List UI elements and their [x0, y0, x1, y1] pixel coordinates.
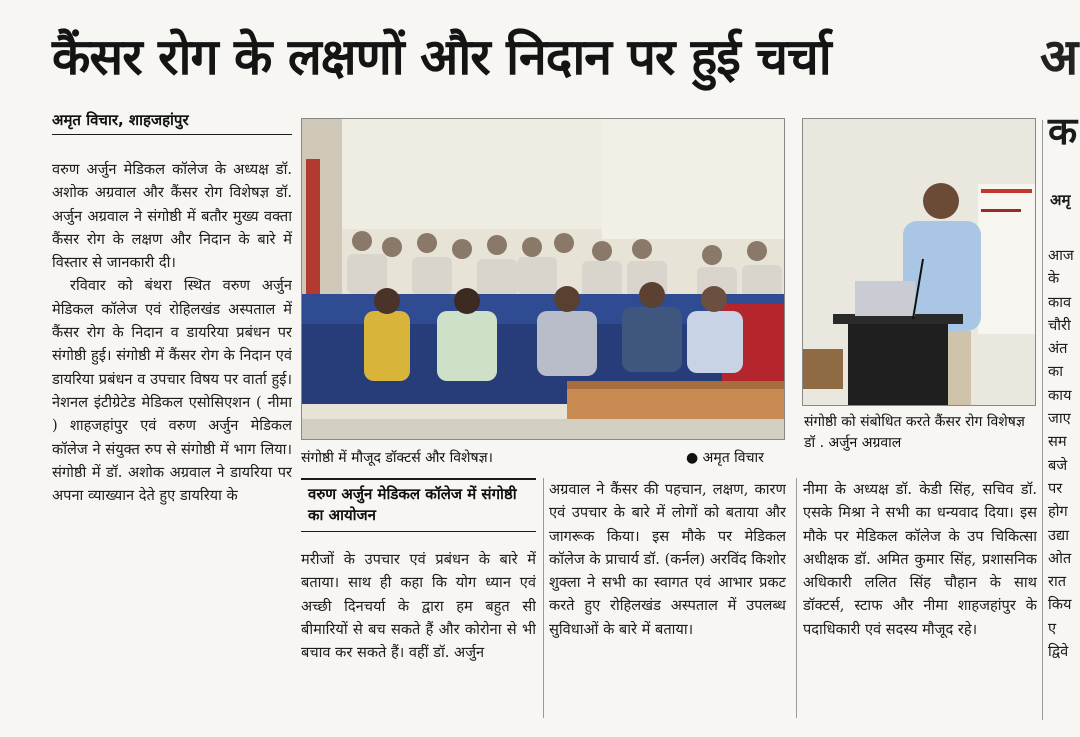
- article-column-1: [52, 158, 292, 718]
- fragment-line: काव: [1048, 293, 1072, 311]
- paragraph-intro: वरुण अर्जुन मेडिकल कॉलेज के अध्यक्ष डॉ. अशोक अग्रवाल और कैंसर रोग विशेषज्ञ डॉ. अर्जुन अग्रवाल ने संगोष्ठी में बतौर मुख्य वक्ता कैंसर रोग के लक्षण और निदान के बारे में विस्तार से जानकारी दी।: [52, 161, 292, 272]
- audience-illustration: [302, 119, 784, 439]
- fragment-line: ए: [1048, 619, 1057, 637]
- byline-rule: [52, 134, 292, 135]
- photo-caption-speaker: संगोष्ठी को संबोधित करते कैंसर रोग विशेषज्ञ डॉ . अर्जुन अग्रवाल: [804, 414, 1025, 451]
- fragment-line: बजे: [1048, 456, 1068, 474]
- subheading-top-rule: [301, 478, 536, 480]
- photo-credit: ● अमृत विचार: [686, 450, 764, 466]
- fragment-line: काय: [1048, 386, 1072, 404]
- fragment-line: का: [1048, 363, 1063, 381]
- speaker-photo: [802, 118, 1036, 406]
- fragment-line: जाए: [1048, 410, 1071, 428]
- fragment-line: होग: [1048, 503, 1068, 521]
- fragment-line: के: [1048, 270, 1060, 288]
- fragment-line: द्विवे: [1048, 643, 1069, 661]
- next-article-text-fragment: [1048, 244, 1080, 720]
- column-divider: [543, 478, 544, 718]
- next-article-byline-fragment: अमृ: [1050, 191, 1071, 209]
- speaker-illustration: [803, 119, 1035, 405]
- column-divider: [796, 478, 797, 718]
- fragment-line: किय: [1048, 596, 1072, 614]
- fragment-line: ओत: [1048, 549, 1072, 567]
- fragment-line: चौरी: [1048, 316, 1071, 334]
- subheading: वरुण अर्जुन मेडिकल कॉलेज में संगोष्ठी का आयोजन: [308, 485, 517, 524]
- article-column-3: अग्रवाल ने कैंसर की पहचान, लक्षण, कारण एवं उपचार के बारे में लोगों को बताया और जागरूक किया। इस मौके पर मेडिकल कॉलेज के प्राचार्य डॉ. (कर्नल) अरविंद किशोर शुक्ला ने सभी का स्वागत एवं आभार प्रकट करते हुए रोहिलखंड अस्पताल में उपलब्ध सुविधाओं के बारे में बताया।: [549, 481, 786, 638]
- fragment-line: आज: [1048, 247, 1074, 264]
- seminar-audience-photo: [301, 118, 785, 440]
- article-column-2: मरीजों के उपचार एवं प्रबंधन के बारे में बताया। साथ ही कहा कि योग ध्यान एवं अच्छी दिनचर्या के द्वारा हम बहुत सी बीमारियों से बच सकते हैं और कोरोना से भी बचाव कर सकते हैं। वहीं डॉ. अर्जुन: [301, 551, 536, 662]
- next-headline-fragment: अ: [1040, 28, 1079, 86]
- fragment-line: सम: [1048, 433, 1067, 451]
- subheading-bottom-rule: [301, 531, 536, 532]
- fragment-line: रात: [1048, 573, 1067, 591]
- fragment-line: पर: [1048, 479, 1063, 497]
- paragraph-main: रविवार को बंथरा स्थित वरुण अर्जुन मेडिकल कॉलेज एवं रोहिलखंड अस्पताल में कैंसर रोग के निदान व डायरिया प्रबंधन पर संगोष्ठी हुई। संगोष्ठी में कैंसर रोग के निदान एवं डायरिया प्रबंधन व उपचार विषय पर वार्ता हुई। नेशनल इंटीग्रेटेड मेडिकल एसोसिएशन ( नीमा ) शाहजहांपुर एवं वरुण अर्जुन मेडिकल कॉलेज ने संयुक्त रुप से संगोष्ठी में भाग लिया। संगोष्ठी में डॉ. अशोक अग्रवाल ने डायरिया पर अपना व्याख्यान देते हुए डायरिया के: [52, 277, 292, 505]
- column-divider: [1042, 120, 1043, 720]
- next-article-headline-fragment: क: [1048, 109, 1078, 153]
- fragment-line: उद्या: [1048, 526, 1069, 544]
- fragment-line: अंत: [1048, 340, 1068, 358]
- photo-caption-audience: संगोष्ठी में मौजूद डॉक्टर्स और विशेषज्ञ।: [301, 450, 493, 466]
- headline: कैंसर रोग के लक्षणों और निदान पर हुई चर्चा: [52, 28, 831, 86]
- byline: अमृत विचार, शाहजहांपुर: [52, 111, 189, 129]
- article-column-4: नीमा के अध्यक्ष डॉ. केडी सिंह, सचिव डॉ. एसके मिश्रा ने सभी का धन्यवाद दिया। इस मौके पर मेडिकल कॉलेज के उप चिकित्सा अधीक्षक डॉ. अमित कुमार सिंह, प्रशासनिक अधिकारी ललित सिंह चौहान के साथ डॉक्टर्स, स्टाफ और नीमा शाहजहांपुर के पदाधिकारी एवं सदस्य मौजूद रहे।: [803, 481, 1037, 638]
